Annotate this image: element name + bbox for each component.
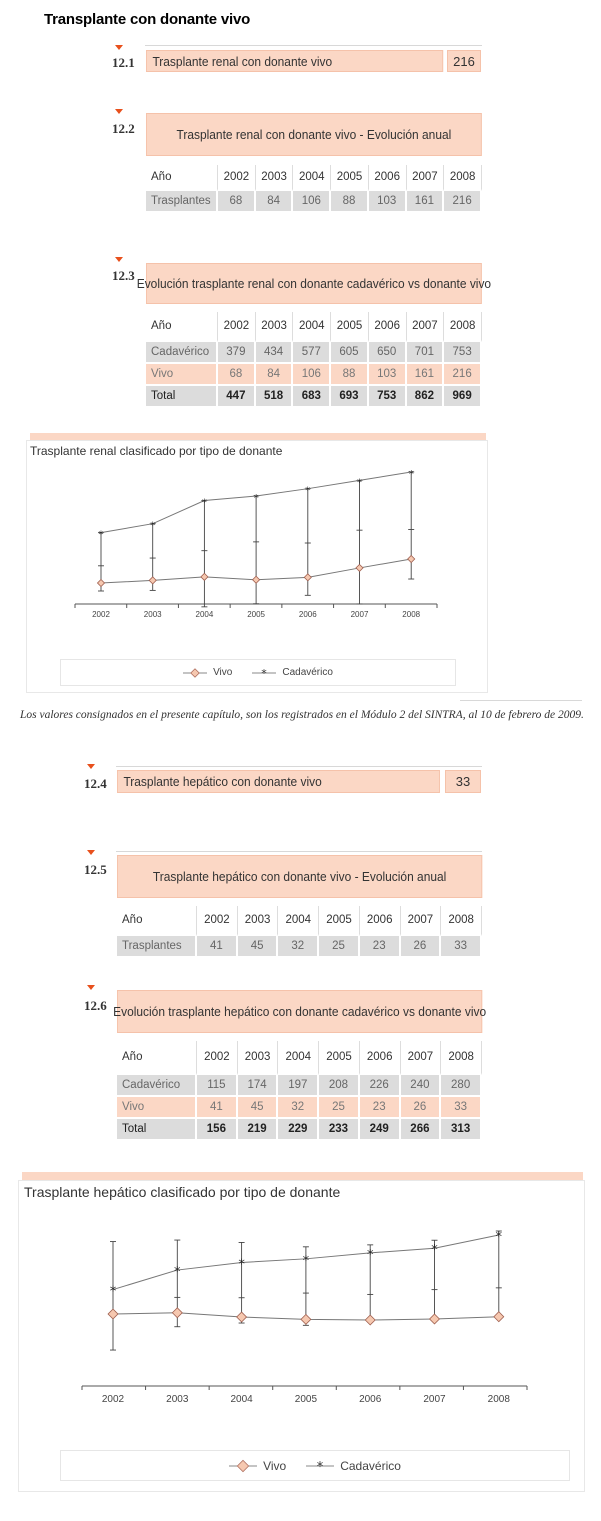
table-cell: 25: [319, 1097, 360, 1119]
data-point-cadaverico: *: [201, 497, 207, 509]
x-tick-label: 2004: [230, 1394, 253, 1405]
table-cell: 240: [401, 1075, 442, 1097]
table-cell: 2005: [319, 906, 360, 936]
section-number: 12.3: [112, 268, 135, 283]
table-cell: 577: [293, 342, 331, 364]
row-label-cell: Año: [146, 165, 218, 191]
data-point-vivo: [237, 1312, 247, 1322]
row-label-cell: Año: [117, 1041, 197, 1075]
data-point-cadaverico: *: [174, 1265, 181, 1281]
section-number: 12.1: [112, 55, 135, 70]
table-cell: 226: [360, 1075, 401, 1097]
table-cell: 88: [331, 191, 369, 213]
data-point-cadaverico: *: [98, 529, 104, 541]
table-cell: 106: [293, 364, 331, 386]
x-tick-label: 2002: [101, 1394, 125, 1405]
table-cell: 32: [278, 936, 319, 958]
table-cell: 2006: [360, 906, 401, 936]
x-tick-label: 2005: [247, 610, 265, 619]
data-point-cadaverico: *: [109, 1284, 117, 1300]
summary-label: Trasplante hepático con donante vivo: [123, 774, 322, 789]
table-title: Trasplante renal con donante vivo - Evolución anual: [176, 127, 452, 142]
table-cell: 2005: [331, 312, 369, 342]
table-cell: 2005: [331, 165, 369, 191]
table-cell: 103: [369, 191, 407, 213]
table-cell: 41: [197, 936, 238, 958]
row-label-cell: Trasplantes: [117, 936, 197, 958]
table-cell: 650: [369, 342, 407, 364]
data-point-cadaverico: *: [150, 520, 156, 532]
table-cell: 45: [238, 1097, 279, 1119]
table-cell: 447: [218, 386, 256, 408]
table-cell: 2007: [407, 312, 445, 342]
x-tick-label: 2005: [294, 1394, 318, 1405]
summary-value-box: 33: [445, 770, 481, 793]
svg-text:*: *: [261, 666, 268, 680]
table-cell: 2007: [401, 906, 442, 936]
table-title: Evolución trasplante hepático con donante cadavérico vs donante vivo: [113, 1004, 487, 1019]
table-cell: 45: [238, 936, 279, 958]
table-cell: 2002: [197, 1041, 238, 1075]
page-title: Transplante con donante vivo: [44, 11, 251, 28]
table-cell: 32: [278, 1097, 319, 1119]
row-label-cell: Cadavérico: [146, 342, 218, 364]
table-cell: 753: [369, 386, 407, 408]
row-label-cell: Total: [146, 386, 218, 408]
table-cell: 2005: [319, 1041, 360, 1075]
legend-cadaverico-label: Cadavérico: [340, 1458, 401, 1473]
summary-label: Trasplante renal con donante vivo: [152, 53, 333, 69]
legend-cadaverico-icon: [306, 1459, 334, 1475]
data-point-cadaverico: *: [357, 477, 362, 489]
x-tick-label: 2006: [298, 610, 317, 619]
row-label-cell: Vivo: [146, 364, 218, 386]
x-tick-label: 2008: [487, 1394, 510, 1405]
row-label-cell: Total: [117, 1119, 197, 1141]
table-cell: 68: [218, 191, 256, 213]
table-cell: 84: [256, 364, 294, 386]
table-cell: 2006: [369, 165, 407, 191]
legend-cadaverico-label: Cadavérico: [282, 667, 333, 678]
table-cell: 161: [407, 364, 445, 386]
table-cell: 2002: [197, 906, 238, 936]
table-cell: 2003: [238, 1041, 279, 1075]
table-cell: 2002: [218, 165, 256, 191]
legend-vivo-icon: [229, 1460, 257, 1472]
table-cell: 2006: [360, 1041, 401, 1075]
table-title: Evolución trasplante renal con donante cadavérico vs donante vivo: [136, 276, 492, 291]
table-cell: 2007: [401, 1041, 442, 1075]
x-tick-label: 2003: [166, 1394, 189, 1405]
table-title: Trasplante hepático con donante vivo - Evolución anual: [152, 869, 447, 884]
table-cell: 103: [369, 364, 407, 386]
row-label-cell: Cadavérico: [117, 1075, 197, 1097]
table-cell: 2007: [407, 165, 445, 191]
table-cell: 84: [256, 191, 294, 213]
table-cell: 41: [197, 1097, 238, 1119]
table-cell: 219: [238, 1119, 279, 1141]
table-cell: 106: [293, 191, 331, 213]
table-cell: 174: [238, 1075, 279, 1097]
data-point-cadaverico: *: [253, 492, 259, 504]
row-label-cell: Año: [146, 312, 218, 342]
table-cell: 2003: [238, 906, 279, 936]
x-tick-label: 2003: [143, 610, 162, 619]
data-point-cadaverico: *: [431, 1243, 438, 1259]
chart-title: Trasplante renal clasificado por tipo de donante: [30, 444, 283, 458]
table-cell: 115: [197, 1075, 238, 1097]
table-cell: 2006: [369, 312, 407, 342]
table-cell: 862: [407, 386, 445, 408]
table-cell: 2008: [444, 165, 482, 191]
table-cell: 88: [331, 364, 369, 386]
table-cell: 23: [360, 1097, 401, 1119]
data-point-vivo: [301, 1314, 311, 1324]
table-cell: 208: [319, 1075, 360, 1097]
table-cell: 197: [278, 1075, 319, 1097]
data-point-cadaverico: *: [302, 1253, 310, 1269]
table-cell: 266: [401, 1119, 442, 1141]
table-cell: 683: [293, 386, 331, 408]
section-number: 12.4: [84, 776, 107, 791]
table-cell: 313: [441, 1119, 482, 1141]
data-point-vivo: [430, 1314, 440, 1324]
x-tick-label: 2002: [92, 610, 110, 619]
table-cell: 2008: [444, 312, 482, 342]
data-point-cadaverico: *: [495, 1230, 503, 1245]
section-number: 12.2: [112, 121, 135, 136]
table-cell: 33: [441, 936, 482, 958]
table-cell: 33: [441, 1097, 482, 1119]
x-tick-label: 2006: [359, 1394, 382, 1405]
table-cell: 753: [444, 342, 482, 364]
x-tick-label: 2007: [423, 1394, 446, 1405]
table-cell: 216: [444, 191, 482, 213]
legend-vivo-label: Vivo: [213, 667, 233, 678]
table-cell: 969: [444, 386, 482, 408]
table-cell: 2004: [278, 1041, 319, 1075]
table-cell: 518: [256, 386, 294, 408]
row-label-cell: Trasplantes: [146, 191, 218, 213]
table-cell: 26: [401, 936, 442, 958]
svg-text:*: *: [316, 1459, 324, 1475]
data-point-cadaverico: *: [408, 469, 414, 480]
table-cell: 161: [407, 191, 445, 213]
table-cell: 2008: [441, 1041, 482, 1075]
data-point-cadaverico: *: [238, 1257, 245, 1273]
legend-vivo-label: Vivo: [263, 1458, 287, 1473]
table-cell: 26: [401, 1097, 442, 1119]
table-cell: 156: [197, 1119, 238, 1141]
table-cell: 2004: [278, 906, 319, 936]
section-number: 12.5: [84, 862, 107, 877]
data-point-vivo: [108, 1309, 118, 1319]
data-point-vivo: [494, 1312, 504, 1322]
table-cell: 229: [278, 1119, 319, 1141]
data-point-cadaverico: *: [305, 485, 311, 497]
table-cell: 693: [331, 386, 369, 408]
chart-title: Trasplante hepático clasificado por tipo de donante: [24, 1184, 341, 1200]
data-point-cadaverico: *: [366, 1247, 374, 1263]
table-cell: 2003: [256, 312, 294, 342]
table-cell: 233: [319, 1119, 360, 1141]
data-point-vivo: [172, 1308, 182, 1318]
table-cell: 2004: [293, 165, 331, 191]
x-tick-label: 2004: [195, 610, 214, 619]
x-tick-label: 2008: [402, 610, 421, 619]
table-cell: 434: [256, 342, 294, 364]
section-number: 12.6: [84, 998, 107, 1013]
table-cell: 249: [360, 1119, 401, 1141]
data-point-vivo: [365, 1315, 375, 1325]
table-cell: 68: [218, 364, 256, 386]
table-cell: 216: [444, 364, 482, 386]
table-cell: 280: [441, 1075, 482, 1097]
table-cell: 25: [319, 936, 360, 958]
chart-legend: [60, 1450, 570, 1481]
footnote: Los valores consignados en el presente capítulo, son los registrados en el Módulo 2 del SINTRA, al 10 de febrero de 2009.: [20, 709, 584, 721]
summary-value-box: 216: [447, 50, 481, 72]
table-cell: 2004: [293, 312, 331, 342]
table-cell: 2002: [218, 312, 256, 342]
table-cell: 2008: [441, 906, 482, 936]
row-label-cell: Vivo: [117, 1097, 197, 1119]
table-cell: 2003: [256, 165, 294, 191]
row-label-cell: Año: [117, 906, 197, 936]
table-cell: 701: [407, 342, 445, 364]
table-cell: 23: [360, 936, 401, 958]
table-cell: 379: [218, 342, 256, 364]
x-tick-label: 2007: [350, 610, 369, 619]
table-cell: 605: [331, 342, 369, 364]
